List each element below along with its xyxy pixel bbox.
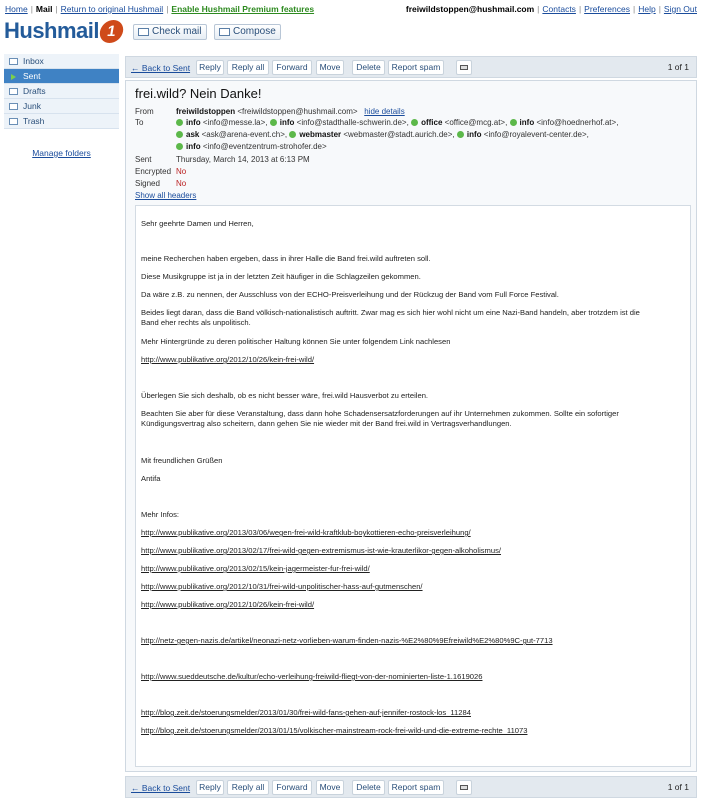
back-to-sent-link[interactable]: ← Back to Sent — [131, 63, 191, 73]
paragraph: Beachten Sie aber für diese Veranstaltung, dass dann hohe Schadensersatzforderungen auf ihr Unternehmen zukommen. Sollte ein sofortiger — [141, 409, 619, 418]
contact-icon — [411, 119, 418, 126]
paragraph: Kündigungsvertrag also scheitern, dann gehen Sie nie wieder mit der Band frei.wild in Vertragsverhandlungen. — [141, 419, 512, 428]
logo-text: Hushmail — [4, 18, 100, 43]
message-subject: frei.wild? Nein Danke! — [135, 86, 262, 101]
greeting: Sehr geehrte Damen und Herren, — [141, 219, 254, 228]
signed-value: No — [176, 179, 187, 188]
pencil-icon — [9, 88, 18, 95]
enable-premium-link[interactable]: Enable Hushmail Premium features — [171, 4, 315, 14]
folder-inbox[interactable]: Inbox — [4, 54, 119, 69]
envelope-icon — [138, 28, 149, 36]
signature: Antifa — [141, 474, 161, 483]
reply-button[interactable]: Reply — [196, 60, 224, 75]
report-spam-button[interactable]: Report spam — [388, 780, 444, 795]
contact-icon — [289, 131, 296, 138]
arrow-right-icon — [11, 74, 16, 80]
contact-icon — [270, 119, 277, 126]
reply-button[interactable]: Reply — [196, 780, 224, 795]
message-toolbar-top — [125, 56, 697, 78]
mail-link[interactable]: Mail — [35, 4, 53, 14]
folder-sent[interactable]: Sent — [4, 69, 119, 84]
closing: Mit freundlichen Grüßen — [141, 456, 223, 465]
contact-icon — [176, 143, 183, 150]
return-to-original-link[interactable]: Return to original Hushmail — [60, 4, 164, 14]
manage-folders-link[interactable]: Manage folders — [32, 148, 91, 158]
recipient[interactable]: office <office@mcg.at> — [411, 118, 505, 127]
compose-icon — [219, 28, 230, 36]
trash-icon — [9, 118, 18, 125]
paragraph: Überlegen Sie sich deshalb, ob es nicht besser wäre, frei.wild Hausverbot zu erteilen. — [141, 391, 429, 400]
page-indicator: 1 of 1 — [667, 62, 689, 72]
recipient[interactable]: info <info@eventzentrum-strohofer.de> — [176, 142, 327, 151]
inbox-icon — [9, 58, 18, 65]
body-link[interactable]: http://www.publikative.org/2013/02/17/frei-wild-gegen-extremismus-ist-wie-krauterlikor-gegen-alkoholismus/ — [141, 546, 502, 555]
check-mail-button[interactable]: Check mail — [133, 24, 207, 40]
compose-button[interactable]: Compose — [214, 24, 281, 40]
recipient[interactable]: info <info@messe.la> — [176, 118, 265, 127]
paragraph: Diese Musikgruppe ist ja in der letzten Zeit häufiger in die Schlagzeilen gekommen. — [141, 272, 421, 281]
message-toolbar-bottom — [125, 776, 697, 798]
message-panel: frei.wild? Nein Danke! From freiwildstoppen <freiwildstoppen@hushmail.com> hide details To info <info@messe.la>, info <info@stadthalle-schwerin.de>, office <office@mcg.at>, info <info@hoednerhof.at>, ask <ask@arena-event.ch>, webmaster <webmaster@stadt.aurich.de>, info <info@royalevent-center.de>, info <info@eventzentrum-strohofer.de> Sent Thursday, March 14, 2013 at 6:13 PM Encrypted No Signed No Show all headers Sehr geehrte Damen und Herren, meine Recherchen haben ergeben, dass in ihrer Halle die Band frei.wild auftreten soll. Diese Musikgruppe ist ja in der letzten Zeit häufiger in die Schlagzeilen gekommen. Da wäre z.B. zu nennen, der Ausschluss von der ECHO-Preisverleihung und der Rückzug der Band vom Full Force Festival. Beides liegt daran, dass die Band völkisch-nationalistisch auftritt. Zwar mag es sich hier wohl nicht um eine Nazi-Band handeln, aber trotzdem ist die Band eher rechts als unpolitisch. Mehr Hintergründe zu deren politischer Haltung können Sie unter folgendem Link nachlesen http://www.publikative.org/2012/10/26/kein-frei-wild/ Überlegen Sie sich deshalb, ob es nicht besser wäre, frei.wild Hausverbot zu erteilen. Beachten Sie aber für diese Veranstaltung, dass dann hohe Schadensersatzforderungen auf ihr Unternehmen zukommen. Sollte ein sofortiger Kündigungsvertrag also scheitern, dann gehen Sie nie wieder mit der Band frei.wild in Vertragsverhandlungen. Mit freundlichen Grüßen Antifa Mehr Infos: http://www.publikative.org/2013/03/06/wegen-frei-wild-kraftklub-boykottieren-echo-preisverleihung/ http://www.publikative.org/2013/02/17/frei-wild-gegen-extremismus-ist-wie-krauterlikor-gegen-alkoholismus/ http://www.publikative.org/2013/02/15/kein-jagermeister-fur-frei-wild/ http://www.publikative.org/2012/10/31/frei-wild-unpolitischer-hass-auf-gutmenschen/ http://www.publikative.org/2012/10/26/kein-frei-wild/ http://netz-gegen-nazis.de/artikel/neonazi-netz-vorlieben-warum-finden-nazis-%E2%80%9Efreiwild%E2%80%9C-gut-7713 http://www.sueddeutsche.de/kultur/echo-verleihung-freiwild-fliegt-von-der-nominierten-liste-1.1619026 http://blog.zeit.de/stoerungsmelder/2013/01/30/frei-wild-fans-gehen-auf-jennifer-rostock-los_11284 http://blog.zeit.de/stoerungsmelder/2013/01/15/volkischer-mainstream-rock-frei-wild-und-die-extreme-rechte_11073 — [125, 80, 697, 772]
body-link[interactable]: http://www.publikative.org/2013/02/15/kein-jagermeister-fur-frei-wild/ — [141, 564, 370, 573]
sender-email: <freiwildstoppen@hushmail.com> — [237, 107, 358, 116]
reply-all-button[interactable]: Reply all — [227, 780, 269, 795]
body-link[interactable]: http://www.publikative.org/2012/10/31/frei-wild-unpolitischer-hass-auf-gutmenschen/ — [141, 582, 423, 591]
body-link[interactable]: http://blog.zeit.de/stoerungsmelder/2013/01/15/volkischer-mainstream-rock-frei-wild-und-die-extreme-rechte_11073 — [141, 726, 528, 735]
printer-icon[interactable] — [456, 780, 472, 795]
hide-details-link[interactable]: hide details — [364, 107, 405, 116]
printer-icon[interactable] — [456, 60, 472, 75]
show-all-headers-link[interactable]: Show all headers — [135, 191, 197, 200]
delete-button[interactable]: Delete — [352, 60, 385, 75]
body-link[interactable]: http://www.publikative.org/2012/10/26/kein-frei-wild/ — [141, 355, 315, 364]
home-link[interactable]: Home — [5, 4, 28, 14]
sent-date: Thursday, March 14, 2013 at 6:13 PM — [176, 155, 310, 164]
contact-icon — [176, 119, 183, 126]
move-button[interactable]: Move — [316, 60, 344, 75]
sign-out-link[interactable]: Sign Out — [663, 4, 697, 14]
junk-icon — [9, 103, 18, 110]
delete-button[interactable]: Delete — [352, 780, 385, 795]
hushmail-logo[interactable] — [4, 17, 126, 47]
page-indicator: 1 of 1 — [667, 782, 689, 792]
recipient[interactable]: info <info@royalevent-center.de> — [457, 130, 587, 139]
sender-name: freiwildstoppen — [176, 107, 236, 116]
account-email: freiwildstoppen@hushmail.com — [405, 4, 535, 14]
body-link[interactable]: http://www.publikative.org/2012/10/26/kein-frei-wild/ — [141, 600, 315, 609]
body-link[interactable]: http://www.sueddeutsche.de/kultur/echo-verleihung-freiwild-fliegt-von-der-nominierten-liste-1.1619026 — [141, 672, 483, 681]
logo-badge: 1 — [98, 20, 125, 43]
recipient[interactable]: webmaster <webmaster@stadt.aurich.de> — [289, 130, 452, 139]
forward-button[interactable]: Forward — [272, 60, 312, 75]
body-link[interactable]: http://www.publikative.org/2013/03/06/wegen-frei-wild-kraftklub-boykottieren-echo-preisverleihung/ — [141, 528, 471, 537]
folder-drafts[interactable]: Drafts — [4, 84, 119, 99]
recipient[interactable]: info <info@stadthalle-schwerin.de> — [270, 118, 407, 127]
body-link[interactable]: http://netz-gegen-nazis.de/artikel/neonazi-netz-vorlieben-warum-finden-nazis-%E2%80%9Efreiwild%E2%80%9C-gut-7713 — [141, 636, 553, 645]
contacts-link[interactable]: Contacts — [542, 4, 576, 14]
move-button[interactable]: Move — [316, 780, 344, 795]
paragraph: Mehr Hintergründe zu deren politischer Haltung können Sie unter folgendem Link nachlesen — [141, 337, 451, 346]
paragraph: Band eher rechts als unpolitisch. — [141, 318, 251, 327]
forward-button[interactable]: Forward — [272, 780, 312, 795]
message-body — [135, 205, 691, 767]
body-link[interactable]: http://blog.zeit.de/stoerungsmelder/2013/01/30/frei-wild-fans-gehen-auf-jennifer-rostock-los_11284 — [141, 708, 471, 717]
encrypted-value: No — [176, 167, 187, 176]
folder-sidebar — [4, 54, 119, 158]
more-info-label: Mehr Infos: — [141, 510, 179, 519]
folder-junk[interactable]: Junk — [4, 99, 119, 114]
back-to-sent-link[interactable]: ← Back to Sent — [131, 783, 191, 793]
report-spam-button[interactable]: Report spam — [388, 60, 444, 75]
folder-trash[interactable]: Trash — [4, 114, 119, 129]
contact-icon — [457, 131, 464, 138]
preferences-link[interactable]: Preferences — [584, 4, 630, 14]
reply-all-button[interactable]: Reply all — [227, 60, 269, 75]
paragraph: Da wäre z.B. zu nennen, der Ausschluss von der ECHO-Preisverleihung und der Rückzug der Band vom Full Force Festival. — [141, 290, 559, 299]
paragraph: Beides liegt daran, dass die Band völkisch-nationalistisch auftritt. Zwar mag es sich hier wohl nicht um eine Nazi-Band handeln, aber trotzdem ist die — [141, 308, 640, 317]
paragraph: meine Recherchen haben ergeben, dass in ihrer Halle die Band frei.wild auftreten soll. — [141, 254, 431, 263]
help-link[interactable]: Help — [638, 4, 656, 14]
recipient[interactable]: info <info@hoednerhof.at> — [510, 118, 617, 127]
contact-icon — [510, 119, 517, 126]
contact-icon — [176, 131, 183, 138]
recipient[interactable]: ask <ask@arena-event.ch> — [176, 130, 285, 139]
top-navigation-bar: Home | Mail | Return to original Hushmail | Enable Hushmail Premium features freiwildstoppen@hushmail.com | Contacts | Preferences | Help | Sign Out — [5, 4, 697, 14]
